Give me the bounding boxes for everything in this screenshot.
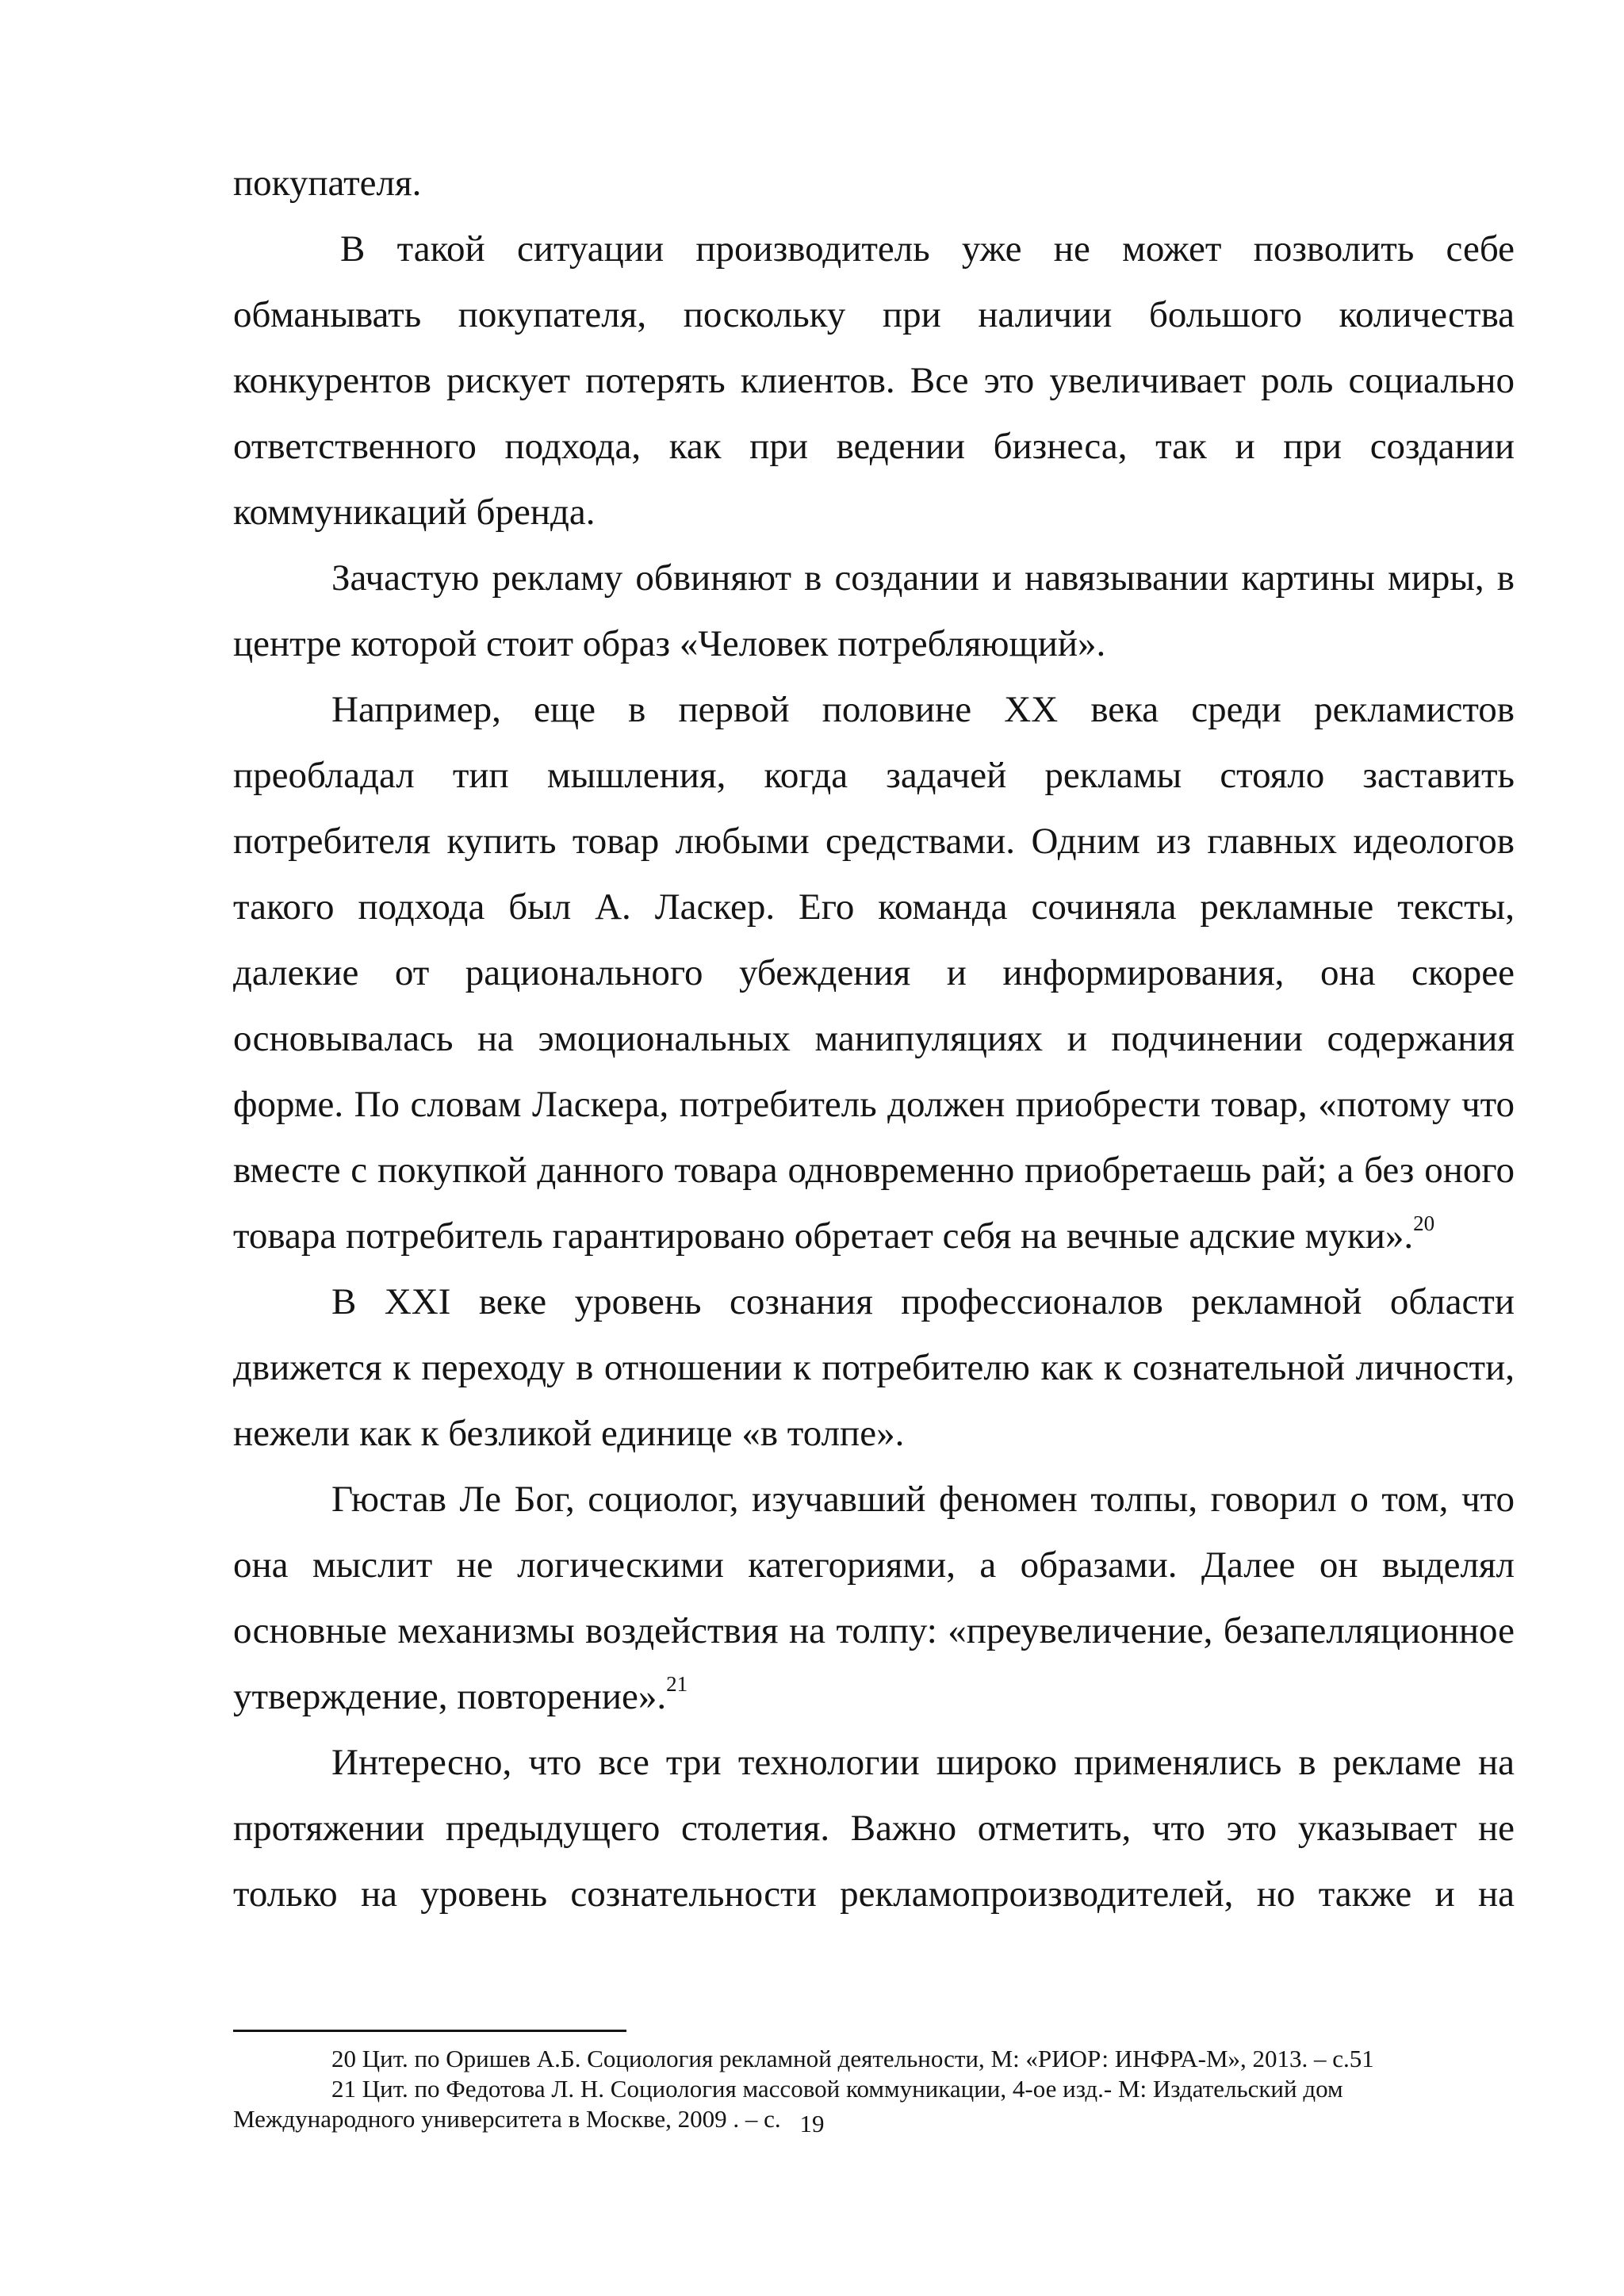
paragraph [233,151,1515,216]
paragraph-text: Например, еще в первой половине XX века среди рекламистов преобладал тип мышления, когда задачей рекламы стояло заставить потребителя купить товар любыми средствами. Одним из главных идеологов такого подхода был А. Ласкер. Его команда сочиняла рекламные тексты, далекие от рационального убеждения и информирования, она скорее основывалась на эмоциональных манипуляциях и подчинении содержания форме. По словам Ласкера, потребитель должен приобрести товар, «потому что вместе с покупкой данного товара одновременно приобретаешь рай; а без оного товара потребитель гарантировано обретает себя на вечные адские муки». [233,689,1515,1257]
footnote: 20 Цит. по Оришев А.Б. Социология рекламной деятельности, М: «РИОР: ИНФРА-М», 2013. – с.51 [331,2045,1374,2072]
paragraph-text: Гюстав Ле Бог, социолог, изучавший феномен толпы, говорил о том, что она мыслит не логическими категориями, а образами. Далее он выделял основные механизмы воздействия на толпу: «преувеличение, безапелляционное утверждение, повторение». [233,1479,1515,1717]
footnote-reference: 21 [666,1672,688,1696]
paragraph [233,1269,1515,1467]
paragraph-text: покупателя. [233,163,422,204]
paragraph [233,545,1515,677]
body-text [233,151,1515,1927]
paragraph [233,1730,1515,1927]
page-number: 19 [799,2110,825,2137]
paragraph [233,1467,1515,1730]
paragraph [233,677,1515,1269]
paragraph [233,216,1515,545]
paragraph-text: Интересно, что все три технологии широко применялись в рекламе на протяжении предыдущего столетия. Важно отметить, что это указывает не только на уровень сознательности рекламопроизводителей, но также и на [233,1742,1515,1915]
footnote: 21 Цит. по Федотова Л. Н. Социология массовой коммуникации, 4-ое изд.- М: Издательский дом Международного университета в Москве, 2009 . – с. [233,2075,1343,2133]
footnote-separator [233,2030,626,2032]
footnote-reference: 20 [1413,1211,1435,1235]
paragraph-text: Зачастую рекламу обвиняют в создании и навязывании картины миры, в центре которой стоит образ «Человек потребляющий». [233,557,1515,664]
paragraph-text: В такой ситуации производитель уже не может позволить себе обманывать покупателя, поскольку при наличии большого количества конкурентов рискует потерять клиентов. Все это увеличивает роль социально ответственного подхода, как при ведении бизнеса, так и при создании коммуникаций бренда. [233,228,1515,533]
paragraph-text: В XXI веке уровень сознания профессионалов рекламной области движется к переходу в отношении к потребителю как к сознательной личности, нежели как к безликой единице «в толпе». [233,1281,1515,1454]
